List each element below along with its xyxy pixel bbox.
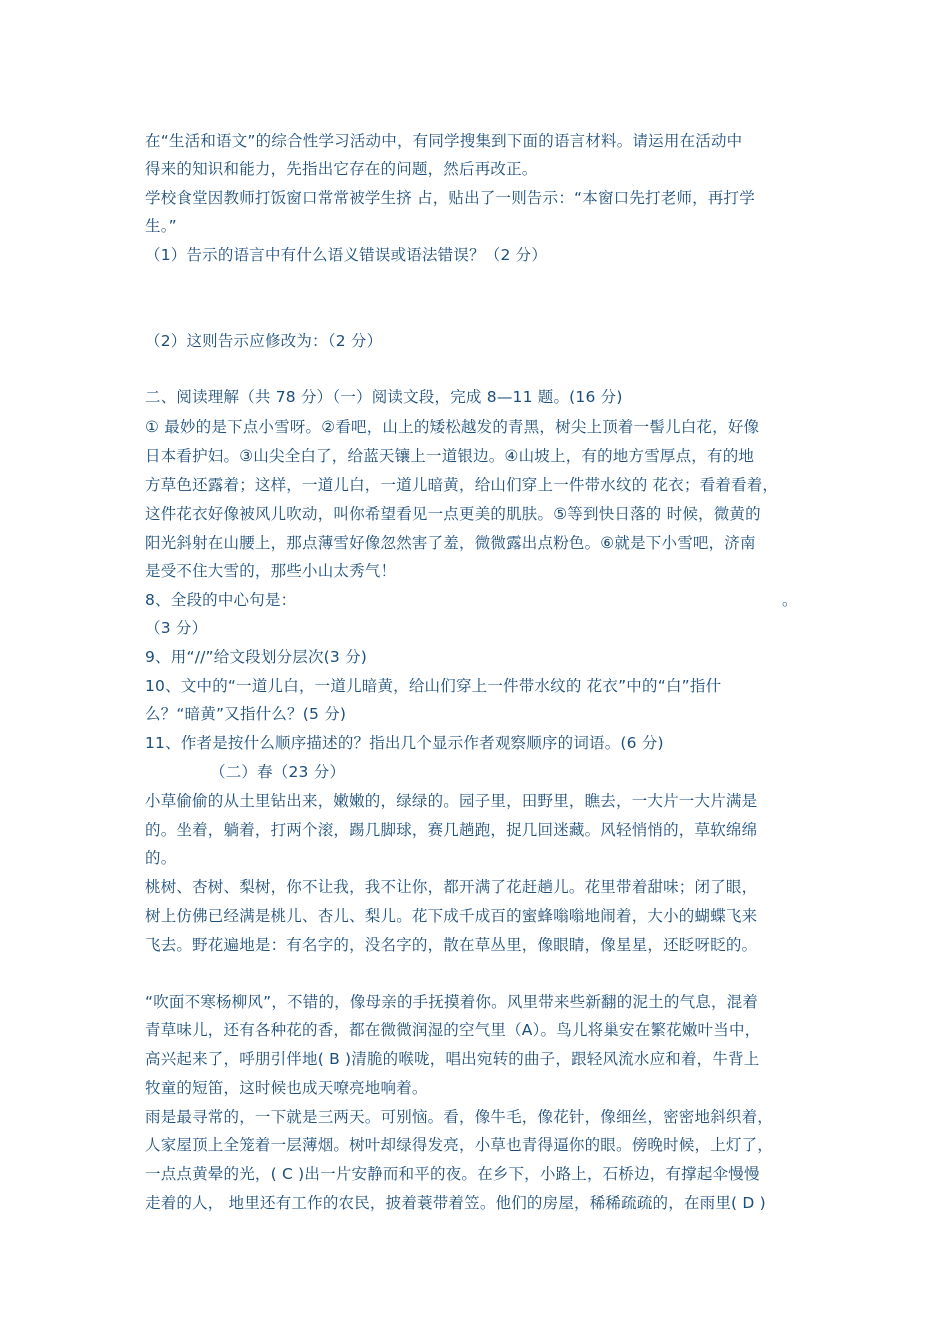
question-9: 9、用“//”给文段划分层次(3 分) — [145, 648, 368, 666]
question-8-end: 。 — [782, 591, 798, 609]
question-8: 8、全段的中心句是： — [145, 591, 297, 609]
passage-line: 阳光斜射在山腰上，那点薄雪好像忽然害了羞，微微露出点粉色。⑥就是下小雪吧，济南 — [145, 534, 756, 552]
question-8-score: （3 分） — [145, 619, 208, 637]
intro-line: 学校食堂因教师打饭窗口常常被学生挤 占，贴出了一则告示：“本窗口先打老师，再打学 — [145, 189, 755, 207]
spring-line: “吹面不寒杨柳风”，不错的，像母亲的手抚摸着你。风里带来些新翻的泥土的气息，混着 — [145, 993, 759, 1011]
spring-line: 小草偷偷的从土里钻出来，嫩嫩的，绿绿的。园子里，田野里，瞧去，一大片一大片满是 — [145, 792, 758, 810]
intro-line: 得来的知识和能力，先指出它存在的问题，然后再改正。 — [145, 160, 538, 178]
section-heading: 二、阅读理解（共 78 分）（一）阅读文段，完成 8—11 题。(16 分) — [145, 388, 623, 406]
spring-title: （二）春（23 分） — [210, 763, 346, 781]
passage-line: 这件花衣好像被风儿吹动，叫你希望看见一点更美的肌肤。⑤等到快日落的 时候，微黄的 — [145, 505, 761, 523]
passage-line: 是受不住大雪的，那些小山太秀气！ — [145, 562, 397, 580]
spring-line: 人家屋顶上全笼着一层薄烟。树叶却绿得发亮，小草也青得逼你的眼。傍晚时候，上灯了， — [145, 1136, 774, 1154]
intro-line: 在“生活和语文”的综合性学习活动中，有同学搜集到下面的语言材料。请运用在活动中 — [145, 132, 743, 150]
spring-line: 青草味儿，还有各种花的香，都在微微润湿的空气里（A）。鸟儿将巢安在繁花嫩叶当中， — [145, 1021, 761, 1039]
question-10: 10、文中的“一道儿白，一道儿暗黄，给山们穿上一件带水纹的 花衣”中的“白”指什 — [145, 677, 722, 695]
passage-line: 方草色还露着；这样，一道儿白，一道儿暗黄，给山们穿上一件带水纹的 花衣；看着看着， — [145, 476, 779, 494]
spring-line: 高兴起来了，呼朋引伴地( B )清脆的喉咙，唱出宛转的曲子，跟轻风流水应和着，牛背上 — [145, 1050, 760, 1068]
spring-line: 的。 — [145, 849, 177, 867]
spring-line: 走着的人， 地里还有工作的农民，披着蓑带着笠。他们的房屋，稀稀疏疏的，在雨里( D ) — [145, 1194, 766, 1212]
spring-line: 的。坐着，躺着，打两个滚，踢几脚球，赛几趟跑，捉几回迷藏。风轻悄悄的，草软绵绵 — [145, 821, 758, 839]
spring-line: 树上仿佛已经满是桃儿、杏儿、梨儿。花下成千成百的蜜蜂嗡嗡地闹着，大小的蝴蝶飞来 — [145, 907, 758, 925]
spring-line: 雨是最寻常的，一下就是三两天。可别恼。看，像牛毛，像花针，像细丝，密密地斜织着， — [145, 1108, 774, 1126]
spring-line: 一点点黄晕的光，( C )出一片安静而和平的夜。在乡下，小路上，石桥边，有撑起伞慢慢 — [145, 1165, 760, 1183]
spring-line: 牧童的短笛，这时候也成天嘹亮地响着。 — [145, 1079, 428, 1097]
passage-line: 日本看护妇。③山尖全白了，给蓝天镶上一道银边。④山坡上，有的地方雪厚点，有的地 — [145, 447, 755, 465]
question-1: （1）告示的语言中有什么语义错误或语法错误？（2 分） — [145, 246, 548, 264]
intro-line: 生。” — [145, 217, 177, 235]
question-11: 11、作者是按什么顺序描述的？指出几个显示作者观察顺序的词语。(6 分) — [145, 734, 664, 752]
spring-line: 飞去。野花遍地是：有名字的，没名字的，散在草丛里，像眼睛，像星星，还眨呀眨的。 — [145, 936, 758, 954]
spring-line: 桃树、杏树、梨树，你不让我，我不让你，都开满了花赶趟儿。花里带着甜味；闭了眼， — [145, 878, 758, 896]
question-10: 么？“暗黄”又指什么？(5 分) — [145, 705, 347, 723]
question-2: （2）这则告示应修改为：（2 分） — [145, 332, 383, 350]
passage-line: ① 最妙的是下点小雪呀。②看吧，山上的矮松越发的青黑，树尖上顶着一髻儿白花，好像 — [145, 418, 760, 436]
